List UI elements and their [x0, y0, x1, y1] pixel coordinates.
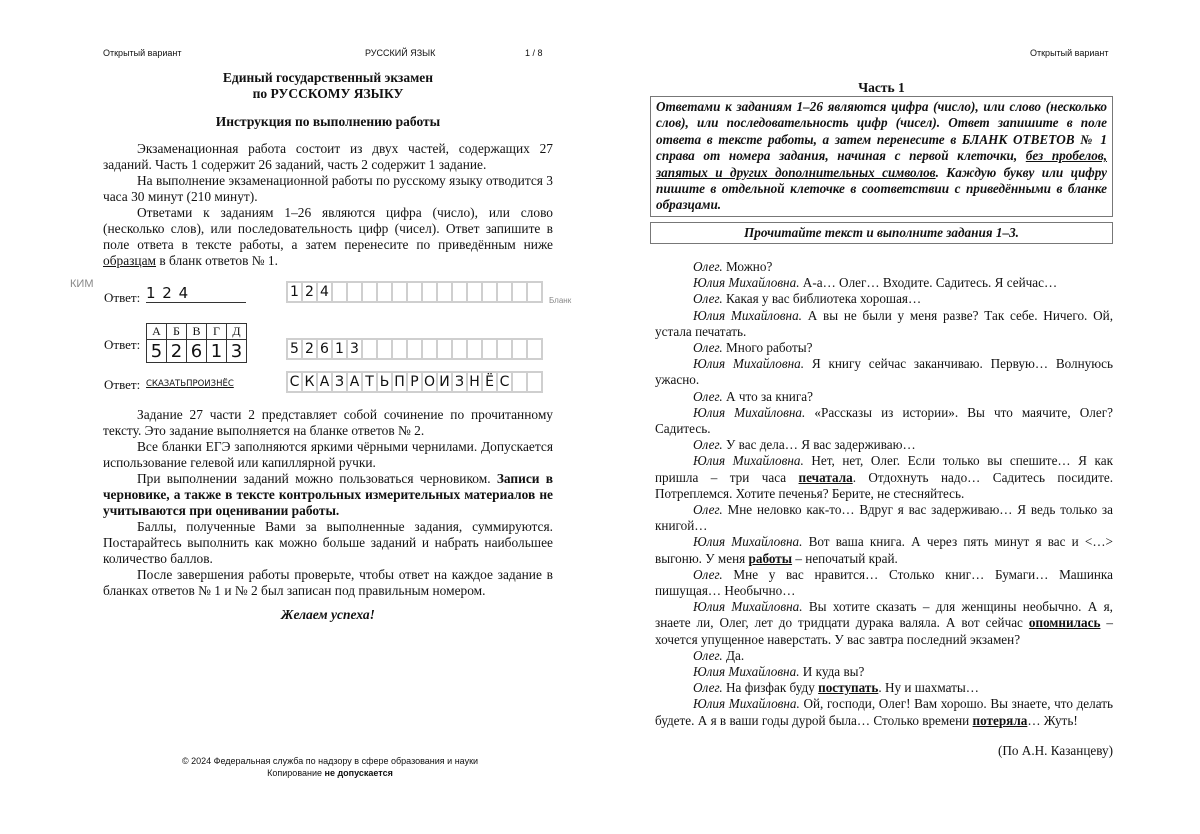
- paragraph: Задание 27 части 2 представляет собой сочинение по прочитанному тексту. Это задание выполняется на бланке ответов № 2.: [103, 407, 553, 438]
- text: . Каждую букву или цифру пишите в отдельной клеточке в соответствии с приведёнными в бланке образцами.: [656, 164, 1107, 213]
- grid-cell: 4: [318, 283, 331, 301]
- table-header-cell: В: [187, 324, 207, 340]
- grid-cell: С: [499, 374, 510, 390]
- bold-text: не допускается: [324, 768, 393, 778]
- line-text: Вот ваша книга. А через пять минут я вас и <…> выгоню. У меня: [655, 534, 1113, 566]
- line-text: На физфак буду: [722, 680, 819, 696]
- grid-cell: [423, 340, 436, 358]
- header-subject: РУССКИЙ ЯЗЫК: [365, 48, 436, 58]
- line-text: – непочатый край.: [792, 550, 898, 566]
- grid-cell: [483, 283, 496, 301]
- grid-cell: [363, 283, 376, 301]
- table-header-cell: Б: [167, 324, 187, 340]
- dialogue-line: [655, 648, 1113, 664]
- grid-cell: [378, 340, 391, 358]
- paragraph: После завершения работы проверьте, чтобы ответ на каждое задание в бланках ответов № 1 и № 2 был записан под правильным номером.: [103, 567, 553, 598]
- line-text: «Рассказы из истории». Вы что маячите, Олег? Садитесь.: [655, 404, 1113, 437]
- grid-cell: [498, 340, 511, 358]
- speaker-name: Олег.: [693, 291, 723, 307]
- grid-cell: Ё: [483, 373, 496, 391]
- line-text: . Отдохнуть надо… Садитесь посидите. Потреплемся. Хотите печенья? Берите, не стесняйтесь.: [655, 469, 1113, 501]
- speaker-name: Олег.: [693, 259, 723, 274]
- answer-sample-1: 1 2 4: [146, 284, 246, 303]
- grid-cell: [528, 373, 541, 391]
- grid-cell: Н: [469, 374, 480, 390]
- line-text: Мне у вас нравится… Столько книг… Бумаги… Машинка пишущая… Необычно…: [655, 566, 1113, 599]
- speaker-name: Юлия Михайловна.: [693, 599, 803, 615]
- table-header-cell: Г: [207, 324, 227, 340]
- speaker-name: Юлия Михайловна.: [693, 664, 800, 680]
- grid-cell: 2: [303, 283, 316, 301]
- dialogue-line: [655, 389, 1113, 405]
- grid-cell: [453, 283, 466, 301]
- table-value-cell: 2: [167, 340, 187, 363]
- grid-cell: 1: [333, 340, 346, 358]
- instructions-heading: Инструкция по выполнению работы: [215, 114, 441, 129]
- table-header-cell: Д: [227, 324, 247, 340]
- footer-copy-notice: [150, 767, 510, 779]
- line-text: А что за книга?: [722, 388, 813, 404]
- grid-cell: [513, 340, 526, 358]
- grid-cell: [528, 340, 541, 358]
- answer-label: Ответ:: [104, 337, 141, 352]
- grid-cell: [348, 283, 361, 301]
- dialogue-line: [655, 259, 1113, 275]
- grid-cell: 1: [288, 283, 301, 301]
- line-text: А вы не были у меня разве? Так себе. Ничего. Ой, устала печатать.: [655, 307, 1113, 339]
- grid-cell: [468, 283, 481, 301]
- underlined-text: образцам: [103, 253, 157, 268]
- dialogue-line: [655, 308, 1113, 340]
- grid-cell: 6: [318, 340, 331, 358]
- speaker-name: Юлия Михайловна.: [693, 404, 806, 420]
- speaker-name: Олег.: [693, 680, 723, 696]
- dialogue-line: [655, 405, 1113, 437]
- table-value-cell: 6: [187, 340, 207, 363]
- grid-cell: С: [289, 374, 300, 390]
- dialogue-line: [655, 291, 1113, 307]
- speaker-name: Юлия Михайловна.: [693, 275, 800, 291]
- grid-cell: [393, 340, 406, 358]
- grid-cell: О: [423, 374, 436, 390]
- key-word: работы: [748, 550, 793, 566]
- dialogue-line: [655, 453, 1113, 502]
- answer-label: Ответ:: [104, 290, 141, 305]
- grid-cell: [438, 340, 451, 358]
- dialogue-line: [655, 340, 1113, 356]
- key-word: печатала: [798, 469, 853, 485]
- speaker-name: Юлия Михайловна.: [693, 534, 803, 550]
- grid-cell: З: [453, 373, 466, 391]
- dialogue-line: [655, 356, 1113, 388]
- dialogue-line: [655, 680, 1113, 696]
- line-text: У вас дела… Я вас задерживаю…: [722, 437, 916, 453]
- grid-cell: 2: [303, 340, 316, 358]
- dialogue-line: [655, 502, 1113, 534]
- speaker-name: Олег.: [693, 502, 723, 518]
- instruction-box: [650, 96, 1113, 217]
- text: Ответами к заданиям 1–26 являются цифра (число), или слово (несколько слов), или последовательность цифр (чисел). Ответ запишите в поле ответа в тексте работы, а затем перенесите по приведённым ниже: [103, 205, 553, 252]
- dialogue-line: [655, 696, 1113, 728]
- dialogue-line: [655, 534, 1113, 566]
- key-word: поступать: [818, 680, 879, 696]
- paragraph: [103, 471, 553, 519]
- blank-grid-1: [286, 281, 543, 303]
- grid-cell: [408, 340, 421, 358]
- page-right: [620, 0, 1200, 834]
- grid-cell: [468, 340, 481, 358]
- dialogue-line: [655, 599, 1113, 648]
- intro-text: [103, 141, 553, 269]
- speaker-name: Юлия Михайловна.: [693, 696, 800, 712]
- grid-cell: К: [304, 374, 315, 390]
- line-text: . Ну и шахматы…: [878, 680, 979, 696]
- grid-cell: [423, 283, 436, 301]
- task-box: Прочитайте текст и выполните задания 1–3.: [650, 222, 1113, 244]
- line-text: А-а… Олег… Входите. Садитесь. Я сейчас…: [799, 275, 1058, 291]
- grid-cell: П: [394, 374, 405, 390]
- answer-sample-3: СКАЗАТЬПРОИЗНЁС: [146, 379, 234, 389]
- line-text: Мне неловко как-то… Вдруг я вас задерживаю… Я ведь только за книгой…: [655, 502, 1113, 534]
- grid-cell: [393, 283, 406, 301]
- grid-cell: [378, 283, 391, 301]
- grid-cell: [438, 283, 451, 301]
- dialogue-text: [655, 259, 1113, 729]
- header-variant: Открытый вариант: [103, 48, 182, 58]
- paragraph: [103, 205, 553, 269]
- grid-cell: Р: [408, 373, 421, 391]
- line-text: Вы хотите сказать – для женщины необычно. А я, знаете ли, Олег, лет до тридцати дурака валяла. А вот сейчас: [655, 599, 1113, 631]
- speaker-name: Юлия Михайловна.: [693, 356, 805, 372]
- dialogue-line: [655, 567, 1113, 599]
- line-text: Какая у вас библиотека хорошая…: [722, 291, 922, 307]
- grid-cell: [498, 283, 511, 301]
- title-line-2: по РУССКОМУ ЯЗЫКУ: [252, 86, 404, 101]
- footer: [150, 755, 510, 779]
- text: При выполнении заданий можно пользоваться черновиком.: [137, 471, 497, 486]
- key-word: потеряла: [972, 712, 1028, 728]
- dialogue-line: [655, 437, 1113, 453]
- text: Ответами к заданиям 1–26 являются цифра (число), или слово (несколько слов), или последовательность цифр (чисел). Ответ запишите в поле ответа в тексте работы, а затем перенесите в БЛАНК ОТВЕТОВ № 1 справа от номера задания, начиная с первой клеточки,: [656, 99, 1107, 164]
- header-variant: Открытый вариант: [1030, 48, 1109, 58]
- line-text: Можно?: [722, 259, 773, 274]
- blank-grid-2: [286, 338, 543, 360]
- part-title: Часть 1: [858, 80, 905, 95]
- grid-cell: Т: [363, 373, 376, 391]
- grid-cell: [408, 283, 421, 301]
- table-value-cell: 1: [207, 340, 227, 363]
- grid-cell: И: [439, 374, 450, 390]
- footer-copyright: © 2024 Федеральная служба по надзору в сфере образования и науки: [181, 756, 479, 766]
- grid-cell: 5: [288, 340, 301, 358]
- line-text: – хочется упущенное наверстать. У вас завтра последний экзамен?: [655, 615, 1114, 647]
- grid-cell: [528, 283, 541, 301]
- grid-cell: [483, 340, 496, 358]
- grid-cell: [513, 373, 526, 391]
- grid-cell: А: [319, 374, 330, 390]
- table-header-cell: А: [147, 324, 167, 340]
- header-page-number: 1 / 8: [525, 48, 543, 58]
- paragraph: Экзаменационная работа состоит из двух частей, содержащих 27 заданий. Часть 1 содержит 26 заданий, часть 2 содержит 1 задание.: [103, 141, 553, 172]
- line-text: Я книгу сейчас заканчиваю. Первую… Волнуюсь ужасно.: [655, 356, 1113, 388]
- wish-text: Желаем успеха!: [281, 607, 375, 622]
- speaker-name: Олег.: [693, 566, 723, 582]
- grid-cell: [363, 340, 376, 358]
- table-value-cell: 3: [227, 340, 247, 363]
- blank-grid-3: [286, 371, 543, 393]
- grid-cell: А: [349, 374, 360, 390]
- main-instructions: [103, 407, 553, 599]
- line-text: И куда вы?: [799, 664, 865, 680]
- grid-cell: 3: [348, 340, 361, 358]
- bold-text: Записи в черновике, а также в тексте контрольных измерительных материалов не учитываются при оценивании работы.: [103, 471, 553, 518]
- source-attribution: (По А.Н. Казанцеву): [997, 743, 1113, 758]
- line-text: Да.: [722, 647, 745, 663]
- dialogue-line: [655, 275, 1113, 291]
- underlined-text: без пробелов, запятых и других дополнительных символов: [656, 148, 1107, 180]
- grid-cell: [453, 340, 466, 358]
- key-word: опомнилась: [1028, 615, 1101, 631]
- speaker-name: Олег.: [693, 388, 723, 404]
- speaker-name: Олег.: [693, 340, 723, 356]
- paragraph: На выполнение экзаменационной работы по русскому языку отводится 3 часа 30 минут (210 минут).: [103, 173, 553, 204]
- speaker-name: Юлия Михайловна.: [693, 307, 802, 323]
- grid-cell: [333, 283, 346, 301]
- speaker-name: Олег.: [693, 647, 723, 663]
- title-line-1: Единый государственный экзамен: [222, 70, 434, 85]
- line-text: … Жуть!: [1027, 712, 1078, 728]
- doc-title: [103, 70, 553, 102]
- table-value-cell: 5: [147, 340, 167, 363]
- answer-label: Ответ:: [104, 377, 141, 392]
- blank-label: Бланк: [549, 296, 572, 305]
- paragraph: Баллы, полученные Вами за выполненные задания, суммируются. Постарайтесь выполнить как можно больше заданий и набрать наибольшее количество баллов.: [103, 519, 553, 566]
- kim-label: КИМ: [70, 278, 94, 290]
- grid-cell: З: [333, 373, 346, 391]
- dialogue-line: [655, 664, 1113, 680]
- paragraph: Все бланки ЕГЭ заполняются яркими чёрными чернилами. Допускается использование гелевой или капиллярной ручки.: [103, 439, 553, 470]
- grid-cell: Ь: [379, 374, 390, 390]
- line-text: Ой, господи, Олег! Вам хорошо. Вы знаете, что делать будете. А я в ваши годы дурой была… Столько времени: [655, 696, 1113, 728]
- text: Копирование: [267, 768, 325, 778]
- text: в бланк ответов № 1.: [156, 253, 278, 268]
- answer-table: [146, 323, 247, 363]
- line-text: Нет, нет, Олег. Если только вы спешите… Я как пришла – три часа: [655, 453, 1113, 485]
- speaker-name: Юлия Михайловна.: [693, 453, 804, 469]
- speaker-name: Олег.: [693, 437, 723, 453]
- grid-cell: [513, 283, 526, 301]
- line-text: Много работы?: [722, 340, 813, 356]
